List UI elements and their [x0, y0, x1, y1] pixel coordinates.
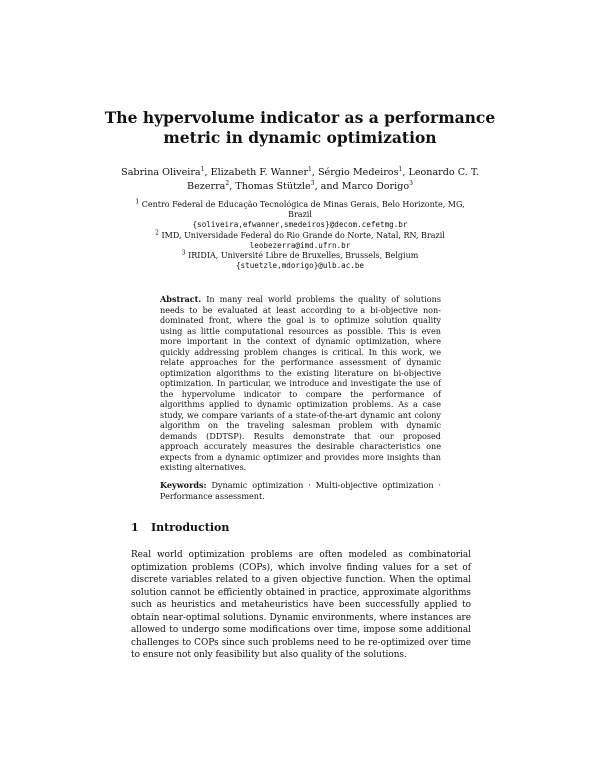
title-line-2: metric in dynamic optimization [163, 128, 437, 147]
affiliation-1-email: {soliveira,efwanner,smedeiros}@decom.cefetmg.br [192, 220, 408, 230]
author-sup: 1 [200, 165, 205, 173]
author-line-1 [110, 166, 490, 180]
affiliation-text: Centro Federal de Educação Tecnológica de Minas Gerais, Belo Horizonte, MG, [141, 200, 465, 209]
author-name: , Thomas Stützle [229, 181, 311, 192]
author-sup: 3 [310, 179, 315, 187]
author-line-2 [110, 180, 490, 194]
author-name: , Leonardo C. T. [402, 167, 479, 178]
abstract [160, 294, 441, 473]
affiliation-sup: 3 [181, 249, 186, 257]
affiliation-2-email: leobezerra@imd.ufrn.br [249, 240, 351, 250]
author-sup: 3 [409, 179, 413, 187]
author-name: Sabrina Oliveira [121, 167, 201, 178]
affiliations [130, 200, 470, 271]
paper-title [100, 108, 500, 148]
keywords [160, 480, 441, 501]
author-name: , Elizabeth F. Wanner [204, 167, 309, 178]
author-name: , and Marco Dorigo [314, 181, 410, 192]
affiliation-text: IRIDIA, Université Libre de Bruxelles, Brussels, Belgium [188, 251, 419, 261]
title-line-1: The hypervolume indicator as a performance [104, 108, 496, 127]
intro-paragraph: Real world optimization problems are often modeled as combinatorial optimization problems (COPs), which involve finding values for a set of discrete variables related to a given objective function. When the optimal solution cannot be efficiently obtained in practice, approximate algorithms such as heuristics and metaheuristics have been successfully applied to obtain near-optimal solutions. Dynamic environments, where instances are allowed to undergo some modifications over time, impose some additional challenges to COPs since such problems need to be re-optimized over time to ensure not only feasibility but also quality of the solutions. [131, 550, 471, 660]
author-list [110, 166, 490, 194]
author-sup: 2 [225, 179, 230, 187]
author-name: Bezerra [187, 181, 226, 192]
affiliation-sup: 1 [135, 198, 140, 206]
author-sup: 1 [398, 165, 403, 173]
affiliation-1 [130, 200, 470, 210]
author-name: , Sérgio Medeiros [311, 167, 399, 178]
affiliation-sup: 2 [155, 228, 159, 236]
affiliation-3 [130, 251, 470, 261]
abstract-label: Abstract. [160, 294, 202, 304]
section-number: 1 [131, 521, 139, 534]
section-heading [131, 521, 229, 534]
affiliation-3-email: {stuetzle,mdorigo}@ulb.ac.be [235, 261, 364, 271]
affiliation-2 [130, 228, 470, 241]
abstract-text: In many real world problems the quality of solutions needs to be evaluated at least according to a bi-objective non-dominated front, where the goal is to optimize solution quality using as little computational resources as possible. This is even more important in the context of dynamic optimization, where quickly addressing problem changes is critical. In this work, we relate approaches for the performance assessment of dynamic optimization algorithms to the existing literature on bi-objective optimization. In particular, we introduce and investigate the use of the hypervolume indicator to compare the performance of algorithms applied to dynamic optimization problems. As a case study, we compare variants of a state-of-the-art dynamic ant colony algorithm on the traveling salesman problem with dynamic demands (DDTSP). Results demonstrate that our proposed approach accurately measures the desirable characteristics one expects from a dynamic optimizer and provides more insights than existing alternatives. [160, 294, 441, 472]
keywords-label: Keywords: [160, 480, 207, 490]
affiliation-text: IMD, Universidade Federal do Rio Grande do Norte, Natal, RN, Brazil [161, 230, 445, 240]
section-title: Introduction [151, 521, 230, 534]
keywords-text: Dynamic optimization · Multi-objective optimization · Performance assessment. [160, 480, 441, 501]
affiliation-1-country: Brazil [288, 210, 312, 220]
author-sup: 1 [308, 165, 312, 173]
